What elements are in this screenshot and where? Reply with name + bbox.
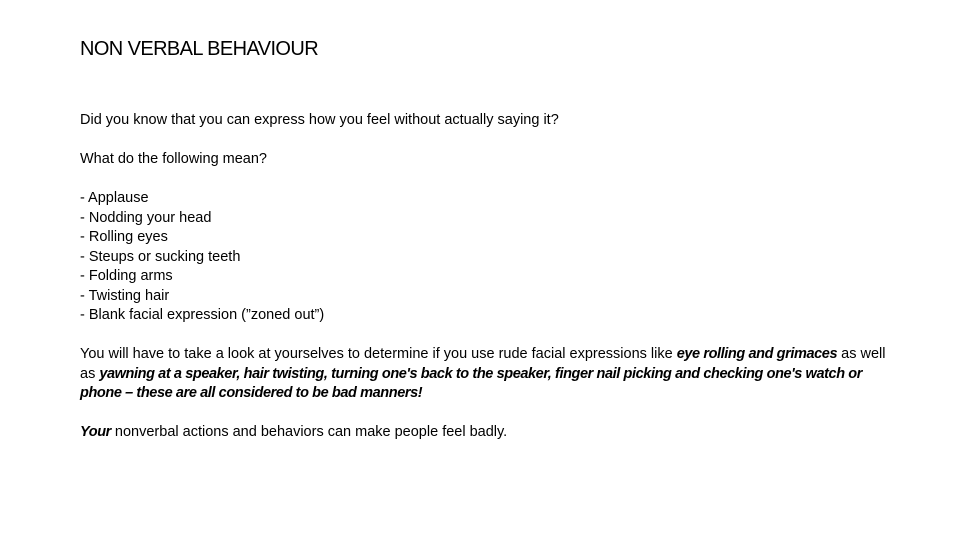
behaviour-list [80, 189, 900, 326]
closing-text: nonverbal actions and behaviors can make people feel badly. [110, 424, 508, 440]
list-item: - Applause [80, 190, 149, 206]
reflection-paragraph [80, 345, 900, 404]
slide-body [80, 111, 900, 443]
list-item: - Rolling eyes [80, 229, 168, 245]
reflection-emphasis: eye rolling and grimaces [676, 346, 838, 362]
intro-text: Did you know that you can express how you feel without actually saying it? [80, 112, 559, 128]
spacer [80, 170, 900, 190]
list-item: - Steups or sucking teeth [80, 248, 241, 265]
question-text: What do the following mean? [80, 151, 267, 167]
reflection-text: as well as [80, 346, 886, 382]
list-item: - Blank facial expression (”zoned out”) [80, 307, 325, 323]
reflection-emphasis: yawning at a speaker, hair twisting, turning one's back to the speaker, finger nail picking and checking one's watch or phone – these are all considered to be bad manners! [80, 365, 862, 401]
list-item: - Nodding your head [80, 209, 212, 226]
reflection-text: You will have to take a look at yourselves to determine if you use rude facial expressions like [80, 346, 677, 362]
spacer [80, 131, 900, 151]
spacer [80, 404, 900, 424]
slide-title: NON VERBAL BEHAVIOUR [80, 38, 319, 60]
closing-paragraph [80, 423, 900, 443]
list-item: - Twisting hair [80, 287, 170, 304]
spacer [80, 326, 900, 346]
closing-emphasis: Your [80, 424, 111, 440]
list-item: - Folding arms [80, 268, 173, 284]
